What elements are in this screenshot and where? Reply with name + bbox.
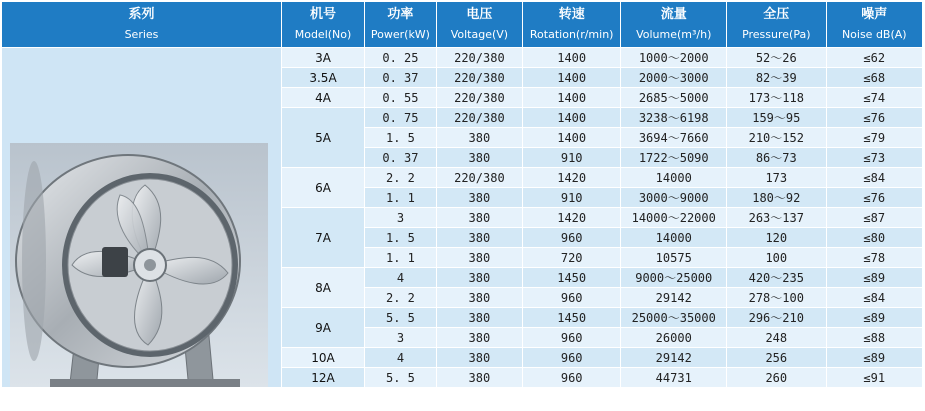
- fan-illustration: [10, 143, 268, 388]
- voltage-cell: 220/380: [436, 68, 522, 88]
- voltage-cell: 220/380: [436, 48, 522, 68]
- noise-cell: ≤91: [826, 368, 922, 388]
- col-volume: [621, 2, 727, 48]
- rotation-cell: 1400: [522, 88, 620, 108]
- voltage-cell: 380: [436, 308, 522, 328]
- pressure-cell: 180～92: [727, 188, 826, 208]
- power-cell: 0. 37: [365, 148, 437, 168]
- noise-cell: ≤89: [826, 348, 922, 368]
- rotation-zh-label: 转速: [558, 6, 585, 22]
- power-cell: 5. 5: [365, 308, 437, 328]
- rotation-cell: 1450: [522, 268, 620, 288]
- voltage-cell: 380: [436, 148, 522, 168]
- pressure-zh-label: 全压: [763, 6, 790, 22]
- volume-en-label: Volume(m³/h): [636, 27, 712, 41]
- model-zh-label: 机号: [310, 6, 337, 22]
- col-power: [365, 2, 437, 48]
- pressure-cell: 420～235: [727, 268, 826, 288]
- pressure-cell: 248: [727, 328, 826, 348]
- power-cell: 1. 5: [365, 128, 437, 148]
- voltage-cell: 380: [436, 248, 522, 268]
- power-zh-label: 功率: [387, 6, 414, 22]
- voltage-cell: 380: [436, 208, 522, 228]
- pressure-en-label: Pressure(Pa): [742, 27, 811, 41]
- power-cell: 3: [365, 208, 437, 228]
- rotation-cell: 910: [522, 148, 620, 168]
- volume-cell: 44731: [621, 368, 727, 388]
- col-pressure: [727, 2, 826, 48]
- voltage-cell: 380: [436, 348, 522, 368]
- noise-cell: ≤79: [826, 128, 922, 148]
- volume-cell: 2685～5000: [621, 88, 727, 108]
- rotation-cell: 1420: [522, 168, 620, 188]
- col-noise: [826, 2, 922, 48]
- volume-cell: 1722～5090: [621, 148, 727, 168]
- rotation-cell: 1400: [522, 68, 620, 88]
- noise-cell: ≤78: [826, 248, 922, 268]
- voltage-cell: 380: [436, 268, 522, 288]
- series-en-label: Series: [124, 27, 159, 41]
- voltage-cell: 220/380: [436, 108, 522, 128]
- voltage-cell: 380: [436, 328, 522, 348]
- volume-cell: 3000～9000: [621, 188, 727, 208]
- power-cell: 4: [365, 268, 437, 288]
- voltage-cell: 380: [436, 188, 522, 208]
- volume-cell: 14000: [621, 228, 727, 248]
- volume-cell: 9000～25000: [621, 268, 727, 288]
- volume-cell: 3694～7660: [621, 128, 727, 148]
- model-en-label: Model(No): [294, 27, 352, 41]
- power-cell: 3: [365, 328, 437, 348]
- col-model: [281, 2, 364, 48]
- power-cell: 0. 37: [365, 68, 437, 88]
- pressure-cell: 256: [727, 348, 826, 368]
- model-cell: 8A: [281, 268, 364, 308]
- volume-cell: 2000～3000: [621, 68, 727, 88]
- rotation-cell: 1400: [522, 128, 620, 148]
- volume-cell: 1000～2000: [621, 48, 727, 68]
- pressure-cell: 120: [727, 228, 826, 248]
- pressure-cell: 159～95: [727, 108, 826, 128]
- volume-cell: 14000: [621, 168, 727, 188]
- noise-en-label: Noise dB(A): [841, 27, 907, 41]
- noise-cell: ≤68: [826, 68, 922, 88]
- power-cell: 0. 55: [365, 88, 437, 108]
- model-cell: 9A: [281, 308, 364, 348]
- model-cell: 7A: [281, 208, 364, 268]
- rotation-cell: 960: [522, 228, 620, 248]
- model-cell: 10A: [281, 348, 364, 368]
- table-body: [2, 48, 923, 388]
- pressure-cell: 86～73: [727, 148, 826, 168]
- model-cell: 5A: [281, 108, 364, 168]
- volume-cell: 25000～35000: [621, 308, 727, 328]
- pressure-cell: 82～39: [727, 68, 826, 88]
- rotation-cell: 720: [522, 248, 620, 268]
- pressure-cell: 173: [727, 168, 826, 188]
- col-voltage: [436, 2, 522, 48]
- pressure-cell: 210～152: [727, 128, 826, 148]
- volume-zh-label: 流量: [660, 6, 687, 22]
- noise-cell: ≤89: [826, 308, 922, 328]
- rotation-en-label: Rotation(r/min): [529, 27, 614, 41]
- noise-cell: ≤80: [826, 228, 922, 248]
- power-cell: 4: [365, 348, 437, 368]
- col-series: [2, 2, 282, 48]
- voltage-cell: 380: [436, 228, 522, 248]
- power-cell: 2. 2: [365, 168, 437, 188]
- volume-cell: 10575: [621, 248, 727, 268]
- model-cell: 3A: [281, 48, 364, 68]
- rotation-cell: 1420: [522, 208, 620, 228]
- rotation-cell: 1400: [522, 108, 620, 128]
- rotation-cell: 1450: [522, 308, 620, 328]
- noise-cell: ≤87: [826, 208, 922, 228]
- rotation-cell: 1400: [522, 48, 620, 68]
- noise-cell: ≤76: [826, 188, 922, 208]
- noise-cell: ≤76: [826, 108, 922, 128]
- power-cell: 1. 5: [365, 228, 437, 248]
- power-cell: 5. 5: [365, 368, 437, 388]
- pressure-cell: 263～137: [727, 208, 826, 228]
- noise-cell: ≤84: [826, 288, 922, 308]
- pressure-cell: 260: [727, 368, 826, 388]
- rotation-cell: 960: [522, 288, 620, 308]
- rotation-cell: 960: [522, 368, 620, 388]
- pressure-cell: 173～118: [727, 88, 826, 108]
- voltage-cell: 380: [436, 368, 522, 388]
- pressure-cell: 296～210: [727, 308, 826, 328]
- power-cell: 0. 75: [365, 108, 437, 128]
- noise-cell: ≤88: [826, 328, 922, 348]
- pressure-cell: 100: [727, 248, 826, 268]
- noise-zh-label: 噪声: [861, 6, 888, 22]
- power-cell: 1. 1: [365, 248, 437, 268]
- noise-cell: ≤73: [826, 148, 922, 168]
- series-zh-label: 系列: [128, 6, 155, 22]
- voltage-cell: 380: [436, 288, 522, 308]
- rotation-cell: 960: [522, 348, 620, 368]
- volume-cell: 29142: [621, 288, 727, 308]
- model-cell: 3.5A: [281, 68, 364, 88]
- voltage-cell: 380: [436, 128, 522, 148]
- power-en-label: Power(kW): [370, 27, 430, 41]
- volume-cell: 26000: [621, 328, 727, 348]
- voltage-cell: 220/380: [436, 88, 522, 108]
- voltage-cell: 220/380: [436, 168, 522, 188]
- noise-cell: ≤74: [826, 88, 922, 108]
- series-cell: [2, 48, 282, 388]
- model-cell: 12A: [281, 368, 364, 388]
- volume-cell: 29142: [621, 348, 727, 368]
- rotation-cell: 910: [522, 188, 620, 208]
- col-rotation: [522, 2, 620, 48]
- noise-cell: ≤62: [826, 48, 922, 68]
- pressure-cell: 52～26: [727, 48, 826, 68]
- spec-table: [1, 1, 923, 388]
- power-cell: 2. 2: [365, 288, 437, 308]
- rotation-cell: 960: [522, 328, 620, 348]
- volume-cell: 14000～22000: [621, 208, 727, 228]
- axial-fan-image: [10, 143, 268, 388]
- table-row: [2, 48, 923, 68]
- voltage-zh-label: 电压: [466, 6, 493, 22]
- pressure-cell: 278～100: [727, 288, 826, 308]
- model-cell: 4A: [281, 88, 364, 108]
- model-cell: 6A: [281, 168, 364, 208]
- noise-cell: ≤89: [826, 268, 922, 288]
- noise-cell: ≤84: [826, 168, 922, 188]
- volume-cell: 3238～6198: [621, 108, 727, 128]
- power-cell: 1. 1: [365, 188, 437, 208]
- power-cell: 0. 25: [365, 48, 437, 68]
- voltage-en-label: Voltage(V): [450, 27, 509, 41]
- header-row: [2, 2, 923, 48]
